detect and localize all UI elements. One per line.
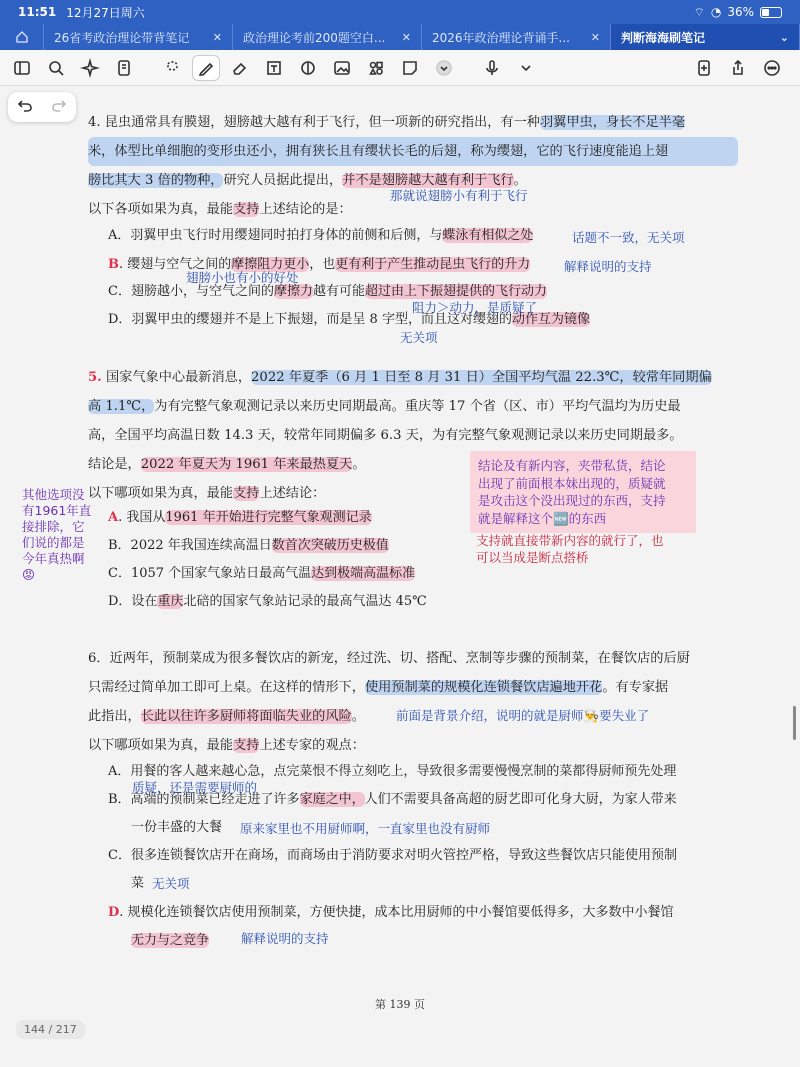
text: 以下哪项如果为真，最能: [88, 738, 234, 753]
pen-icon: [196, 58, 216, 78]
text: 。: [513, 173, 527, 188]
text: C．翅膀越小，与空气之间的: [108, 284, 274, 299]
text: 以下各项如果为真，最能: [88, 202, 234, 217]
highlight: 重庆: [157, 594, 184, 609]
chevron-down-icon[interactable]: ⌄: [779, 30, 789, 44]
option-4b: [108, 255, 530, 275]
battery-percent: 36%: [727, 5, 754, 19]
question-6: [88, 644, 738, 760]
document-page: [0, 86, 800, 1067]
more-tools-button[interactable]: [430, 55, 458, 81]
marked-answer: B: [108, 257, 119, 272]
undo-icon: [16, 96, 34, 114]
sticky-note-button[interactable]: [396, 55, 424, 81]
question-number: 4.: [88, 115, 101, 130]
highlight: 膀比其大 3 倍的物种，: [88, 173, 224, 188]
text: 。: [352, 457, 366, 472]
notes-button[interactable]: [110, 55, 138, 81]
textbox-button[interactable]: [260, 55, 288, 81]
text: 上述结论：: [259, 486, 326, 501]
question-number: 5.: [88, 370, 102, 385]
redo-icon: [50, 96, 68, 114]
option-6b-cont: [131, 818, 222, 838]
more-button[interactable]: [758, 55, 786, 81]
highlight: 长此以往许多厨师将面临失业的风险: [140, 709, 352, 724]
voice-options-button[interactable]: [512, 55, 540, 81]
tab-2[interactable]: [233, 24, 422, 50]
sidebar-button[interactable]: [8, 55, 36, 81]
text: 为有完整气象观测记录以来历史同期最高。重庆等 17 个省（区、市）平均气温均为历史最: [154, 399, 681, 414]
highlight: 羽翼甲虫，身长不足半毫: [539, 115, 686, 130]
textbox-icon: [264, 58, 284, 78]
text: 国家气象中心最新消息，: [105, 370, 252, 385]
search-icon: [46, 58, 66, 78]
eraser-icon: [230, 58, 250, 78]
highlight: 2022 年夏季（6 月 1 日至 8 月 31 日）全国平均气温 22.3℃，较常年同期偏: [251, 370, 712, 385]
handwritten-note: 话题不一致，无关项: [572, 230, 685, 245]
text: 以下哪项如果为真，最能: [88, 486, 234, 501]
handwritten-note: 支持就直接带新内容的就行了，也 可以当成是断点搭桥: [476, 533, 664, 565]
marked-answer: D: [108, 905, 120, 920]
handwritten-note: 无关项: [152, 876, 190, 891]
text: A．用餐的客人越来越心急，点完菜恨不得立刻吃上，导致很多需要慢慢烹制的菜都得厨师预先处理: [108, 764, 677, 779]
lasso-icon: [162, 58, 182, 78]
tab-bar: [0, 24, 800, 50]
redo-button[interactable]: [50, 96, 68, 118]
elements-icon: [366, 58, 386, 78]
question-4: [88, 108, 738, 224]
handwritten-note: 其他选项没 有1961年直 接排除，它 们说的都是 今年真热啊 😡: [22, 487, 92, 582]
shapes-icon: [298, 58, 318, 78]
tab-2-label: 政治理论考前200题空白...: [243, 30, 386, 45]
page-number: 第 139 页: [375, 998, 425, 1011]
shapes-button[interactable]: [294, 55, 322, 81]
handwritten-note: 阻力＞动力，是质疑了: [412, 300, 538, 315]
text: 研究人员据此提出，: [223, 173, 343, 188]
image-button[interactable]: [328, 55, 356, 81]
highlight: 无力与之竞争: [131, 933, 210, 948]
pen-button[interactable]: [192, 55, 220, 81]
text: 越有可能: [312, 284, 365, 299]
text: D．羽翼甲虫的缨翅并不是上下振翅，而是呈 8 字型，而且这对缨翅的: [108, 312, 512, 327]
handwritten-note: 前面是背景介绍，说明的就是厨师👨‍🍳要失业了: [396, 708, 650, 723]
text: 高，全国平均高温日数 14.3 天，较常年同期偏多 6.3 天，为有完整气象观测记录以来历史同期最多。: [88, 428, 683, 443]
home-icon: [15, 30, 29, 44]
text: C．1057 个国家气象站日最高气温: [108, 566, 312, 581]
text: . 我国从: [118, 510, 166, 525]
highlight: 摩擦力: [273, 284, 313, 299]
handwritten-note: 无关项: [400, 330, 438, 345]
image-icon: [332, 58, 352, 78]
highlight: 更有利于产生推动昆虫飞行的升力: [335, 257, 531, 272]
close-icon[interactable]: ✕: [212, 30, 222, 44]
text: D．设在: [108, 594, 158, 609]
handwritten-note: 解释说明的支持: [241, 931, 329, 946]
highlight: 米，体型比单细胞的变形虫还小，拥有狭长且有缨状长毛的后翅，称为缨翅，它的飞行速度能追上翅: [88, 137, 738, 166]
highlight: 支持: [233, 738, 260, 753]
highlight: 蝶泳有相似之处: [442, 228, 534, 243]
highlight: 达到极端高温标准: [311, 566, 416, 581]
highlight: 数首次突破历史极值: [271, 538, 389, 553]
option-5c: [108, 564, 415, 584]
highlight: 2022 年夏天为 1961 年来最热夏天: [140, 457, 353, 472]
tab-3[interactable]: [422, 24, 611, 50]
option-5d: [108, 592, 427, 612]
lasso-button[interactable]: [158, 55, 186, 81]
text: 人们不需要具备高超的厨艺即可化身大厨，为家人带来: [364, 792, 677, 807]
text: 结论是，: [88, 457, 141, 472]
handwritten-note: 解释说明的支持: [564, 259, 652, 274]
text: 近两年，预制菜成为很多餐饮店的新宠，经过洗、切、搭配、烹制等步骤的预制菜，在餐饮店的后厨: [109, 651, 690, 666]
elements-button[interactable]: [362, 55, 390, 81]
tab-4[interactable]: [611, 24, 800, 50]
home-tab[interactable]: [0, 24, 44, 50]
option-6d: [108, 903, 674, 923]
option-6c-cont: [131, 874, 144, 894]
marked-answer: A: [108, 510, 119, 525]
undo-button[interactable]: [16, 96, 34, 118]
sparkle-icon: [80, 58, 100, 78]
wifi-icon: ⌔: [693, 4, 705, 19]
text: B．高端的预制菜已经走进了许多: [108, 792, 300, 807]
add-page-button[interactable]: [690, 55, 718, 81]
handwritten-note: 结论及有新内容，夹带私货，结论 出现了前面根本妹出现的，质疑就 是攻击这个没出现过的东西，支持 就是解释这个🆕的东西: [478, 458, 666, 526]
more-icon: [762, 58, 782, 78]
document-icon: [114, 58, 134, 78]
text: . 规模化连锁餐饮店使用预制菜，方便快捷，成本比用厨师的中小餐馆要低得多，大多数中小餐馆: [119, 905, 674, 920]
handwritten-note: 翅膀小也有小的好处: [186, 270, 299, 285]
handwritten-note: 那就说翅膀小有利于飞行: [390, 188, 528, 203]
option-6d-cont: [131, 931, 209, 951]
handwritten-note: 原来家里也不用厨师啊，一直家里也没有厨师: [240, 821, 491, 836]
share-button[interactable]: [724, 55, 752, 81]
text: 昆虫通常具有膜翅，翅膀越大越有利于飞行，但一项新的研究指出，有一种: [104, 115, 540, 130]
highlight: 支持: [233, 486, 260, 501]
text: 北碚的国家气象站记录的最高气温达 45℃: [183, 594, 427, 609]
alarm-icon: ◔: [710, 5, 722, 19]
highlight: 动作互为镜像: [511, 312, 590, 327]
highlight: 使用预制菜的规模化连锁餐饮店遍地开花: [364, 680, 603, 695]
text: C．很多连锁餐饮店开在商场，而商场由于消防要求对明火管控严格，导致这些餐饮店只能使用预制: [108, 848, 677, 863]
text: 此指出，: [88, 709, 141, 724]
option-5b: [108, 536, 389, 556]
text: 上述专家的观点：: [259, 738, 365, 753]
microphone-icon: [482, 58, 502, 78]
document-content: [0, 86, 800, 1067]
page-count-indicator: 144 / 217: [16, 1020, 85, 1039]
eraser-button[interactable]: [226, 55, 254, 81]
scrollbar[interactable]: [793, 706, 796, 740]
highlight: 摩擦阻力更小: [231, 257, 310, 272]
chevron-down-icon: [434, 58, 454, 78]
highlight: 高 1.1℃，: [88, 399, 155, 414]
tab-3-label: 2026年政治理论背诵手...: [432, 30, 570, 45]
text: A．羽翼甲虫飞行时用缨翅同时拍打身体的前侧和后侧，与: [108, 228, 443, 243]
highlight: 超过由上下振翅提供的飞行动力: [364, 284, 547, 299]
chevron-down-icon: [516, 58, 536, 78]
microphone-button[interactable]: [478, 55, 506, 81]
ai-button[interactable]: [76, 55, 104, 81]
status-date: 12月27日周六: [66, 5, 145, 20]
highlight: 家庭之中，: [299, 792, 365, 807]
text: 一份丰盛的大餐: [131, 820, 223, 835]
battery-icon: [760, 7, 782, 18]
add-page-icon: [694, 58, 714, 78]
text: 菜: [131, 876, 145, 891]
search-button[interactable]: [42, 55, 70, 81]
toolbar: [0, 50, 800, 86]
handwritten-note: 质疑，还是需要厨师的: [132, 780, 258, 795]
question-number: 6．: [88, 651, 110, 666]
text: 只需经过简单加工即可上桌。在这样的情形下，: [88, 680, 365, 695]
option-5a: [108, 508, 372, 528]
text: ，也: [309, 257, 336, 272]
option-6c: [108, 846, 677, 866]
text: B．2022 年我国连续高温日: [108, 538, 272, 553]
text: . 缨翅与空气之间的: [119, 257, 232, 272]
text: 。有专家据: [602, 680, 669, 695]
sticky-note-icon: [400, 58, 420, 78]
tab-4-label: 判断海海刷笔记: [621, 30, 706, 45]
option-4a: [108, 226, 533, 246]
text: 上述结论的是：: [259, 202, 352, 217]
undo-redo-controls: [8, 92, 76, 122]
highlight: 并不是翅膀越大越有利于飞行: [342, 173, 514, 188]
text: 。: [351, 709, 365, 724]
status-bar: [0, 0, 800, 24]
close-icon[interactable]: ✕: [590, 30, 600, 44]
sidebar-icon: [12, 58, 32, 78]
status-time: 11:51: [18, 5, 57, 19]
highlight: 1961 年开始进行完整气象观测记录: [165, 510, 372, 525]
tab-1[interactable]: [44, 24, 233, 50]
tab-1-label: 26省考政治理论带背笔记: [54, 30, 190, 45]
highlight: 支持: [233, 202, 260, 217]
share-icon: [728, 58, 748, 78]
close-icon[interactable]: ✕: [401, 30, 411, 44]
